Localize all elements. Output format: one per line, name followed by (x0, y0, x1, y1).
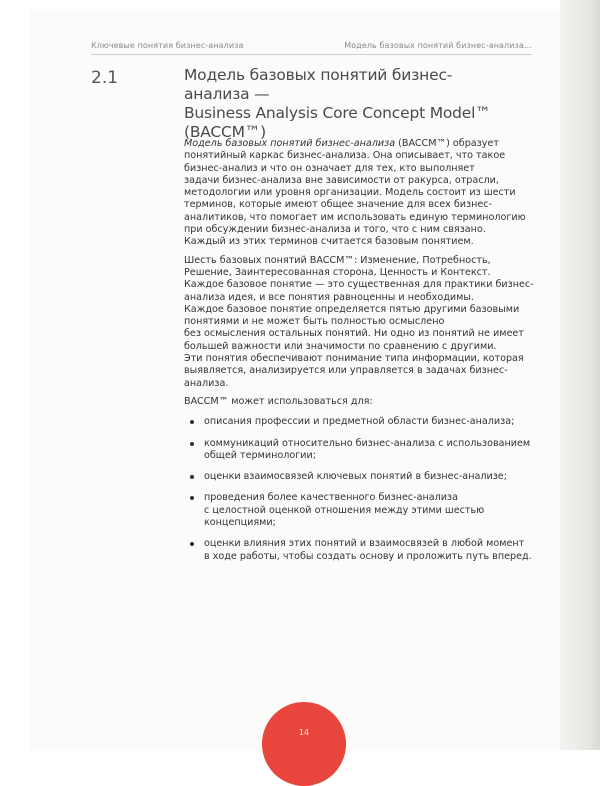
text-line (184, 138, 524, 150)
section-number: 2.1 (91, 68, 119, 88)
text-line: общей терминологии; (204, 449, 316, 461)
page-number-badge (262, 702, 346, 786)
bullet-icon (190, 542, 194, 546)
section-title-line: Business Analysis Core Concept Model™ (184, 104, 491, 122)
text-line: BACCM™ может использоваться для: (184, 395, 373, 407)
text-line: понятиями и не может быть полностью осмыслено (184, 316, 445, 328)
list-item (190, 492, 524, 529)
paragraph-intro (184, 138, 524, 249)
paragraph-uses (184, 396, 524, 408)
italic-term: Модель базовых понятий бизнес-анализа (184, 138, 396, 149)
text-line: Каждое базовое понятие — это существенная для практики бизнес- (184, 279, 534, 291)
text-line: Каждое базовое понятие определяется пятью другими базовыми (184, 303, 520, 315)
bullet-icon (190, 420, 194, 424)
text-line: выявляется, анализируется или управляется в задачах бизнес- (184, 365, 508, 377)
section-title-line: Модель базовых понятий бизнес-анализа — (184, 66, 453, 103)
running-header-left: Ключевые понятия бизнес-анализа (91, 41, 244, 50)
text-line: анализа идея, и все понятия равноценны и необходимы. (184, 291, 474, 303)
text-fragment: (BACCM™) образует (395, 138, 499, 149)
text-line: коммуникаций относительно бизнес-анализа с использованием (204, 437, 531, 449)
running-header (91, 41, 532, 53)
list-item (190, 437, 531, 463)
text-line: оценки влияния этих понятий и взаимосвязей в любой момент (204, 538, 525, 550)
text-line: описания профессии и предметной области бизнес-анализа; (204, 416, 515, 428)
text-line: в ходе работы, чтобы создать основу и проложить путь вперед. (204, 550, 532, 562)
list-item (190, 538, 532, 563)
text-line: оценки взаимосвязей ключевых понятий в бизнес-анализе; (204, 471, 507, 483)
text-line: проведения более качественного бизнес-анализа (204, 492, 459, 504)
header-divider (91, 54, 532, 55)
text-line: без осмысления остальных понятий. Ни одно из понятий не имеет (184, 328, 524, 340)
list-item (190, 471, 524, 483)
running-header-right: Модель базовых понятий бизнес-анализа… (344, 41, 532, 50)
text-line: методологии или уровня организации. Модель состоит из шести (184, 187, 516, 199)
text-line: Каждый из этих терминов считается базовым понятием. (184, 236, 474, 248)
page-edge (560, 0, 600, 750)
bullet-icon (190, 475, 194, 479)
text-line: задачи бизнес-анализа вне зависимости от ракурса, отрасли, (184, 174, 499, 186)
text-line: Шесть базовых понятий BACCM™: Изменение, Потребность, (184, 254, 491, 266)
text-line: анализа. (184, 377, 229, 389)
text-line: концепциями; (204, 517, 276, 529)
bullet-icon (190, 442, 194, 446)
body-text (184, 138, 534, 572)
text-line: терминов, которые имеют общее значение для всех бизнес- (184, 199, 493, 211)
bullet-list (184, 416, 532, 563)
text-line: бизнес-анализ и что он означает для тех, кто выполняет (184, 162, 475, 174)
bullet-icon (190, 496, 194, 500)
text-line: большей важности или значимости по сравнению с другими. (184, 340, 497, 352)
text-line: аналитиков, что помогает им использовать единую терминологию (184, 211, 526, 223)
section-title (184, 66, 504, 142)
page-number: 14 (298, 728, 310, 737)
text-line: понятийный каркас бизнес-анализа. Она описывает, что такое (184, 150, 506, 162)
text-line: Решение, Заинтересованная сторона, Ценность и Контекст. (184, 266, 491, 278)
text-line: при обсуждении бизнес-анализа и того, что с ним связано. (184, 224, 486, 236)
text-line: с целостной оценкой отношения между этими шестью (204, 504, 485, 516)
text-line: Эти понятия обеспечивают понимание типа информации, которая (184, 353, 524, 365)
section-title-line: (BACCM™) (184, 123, 266, 141)
paragraph-concepts (184, 254, 534, 390)
list-item (190, 416, 524, 428)
